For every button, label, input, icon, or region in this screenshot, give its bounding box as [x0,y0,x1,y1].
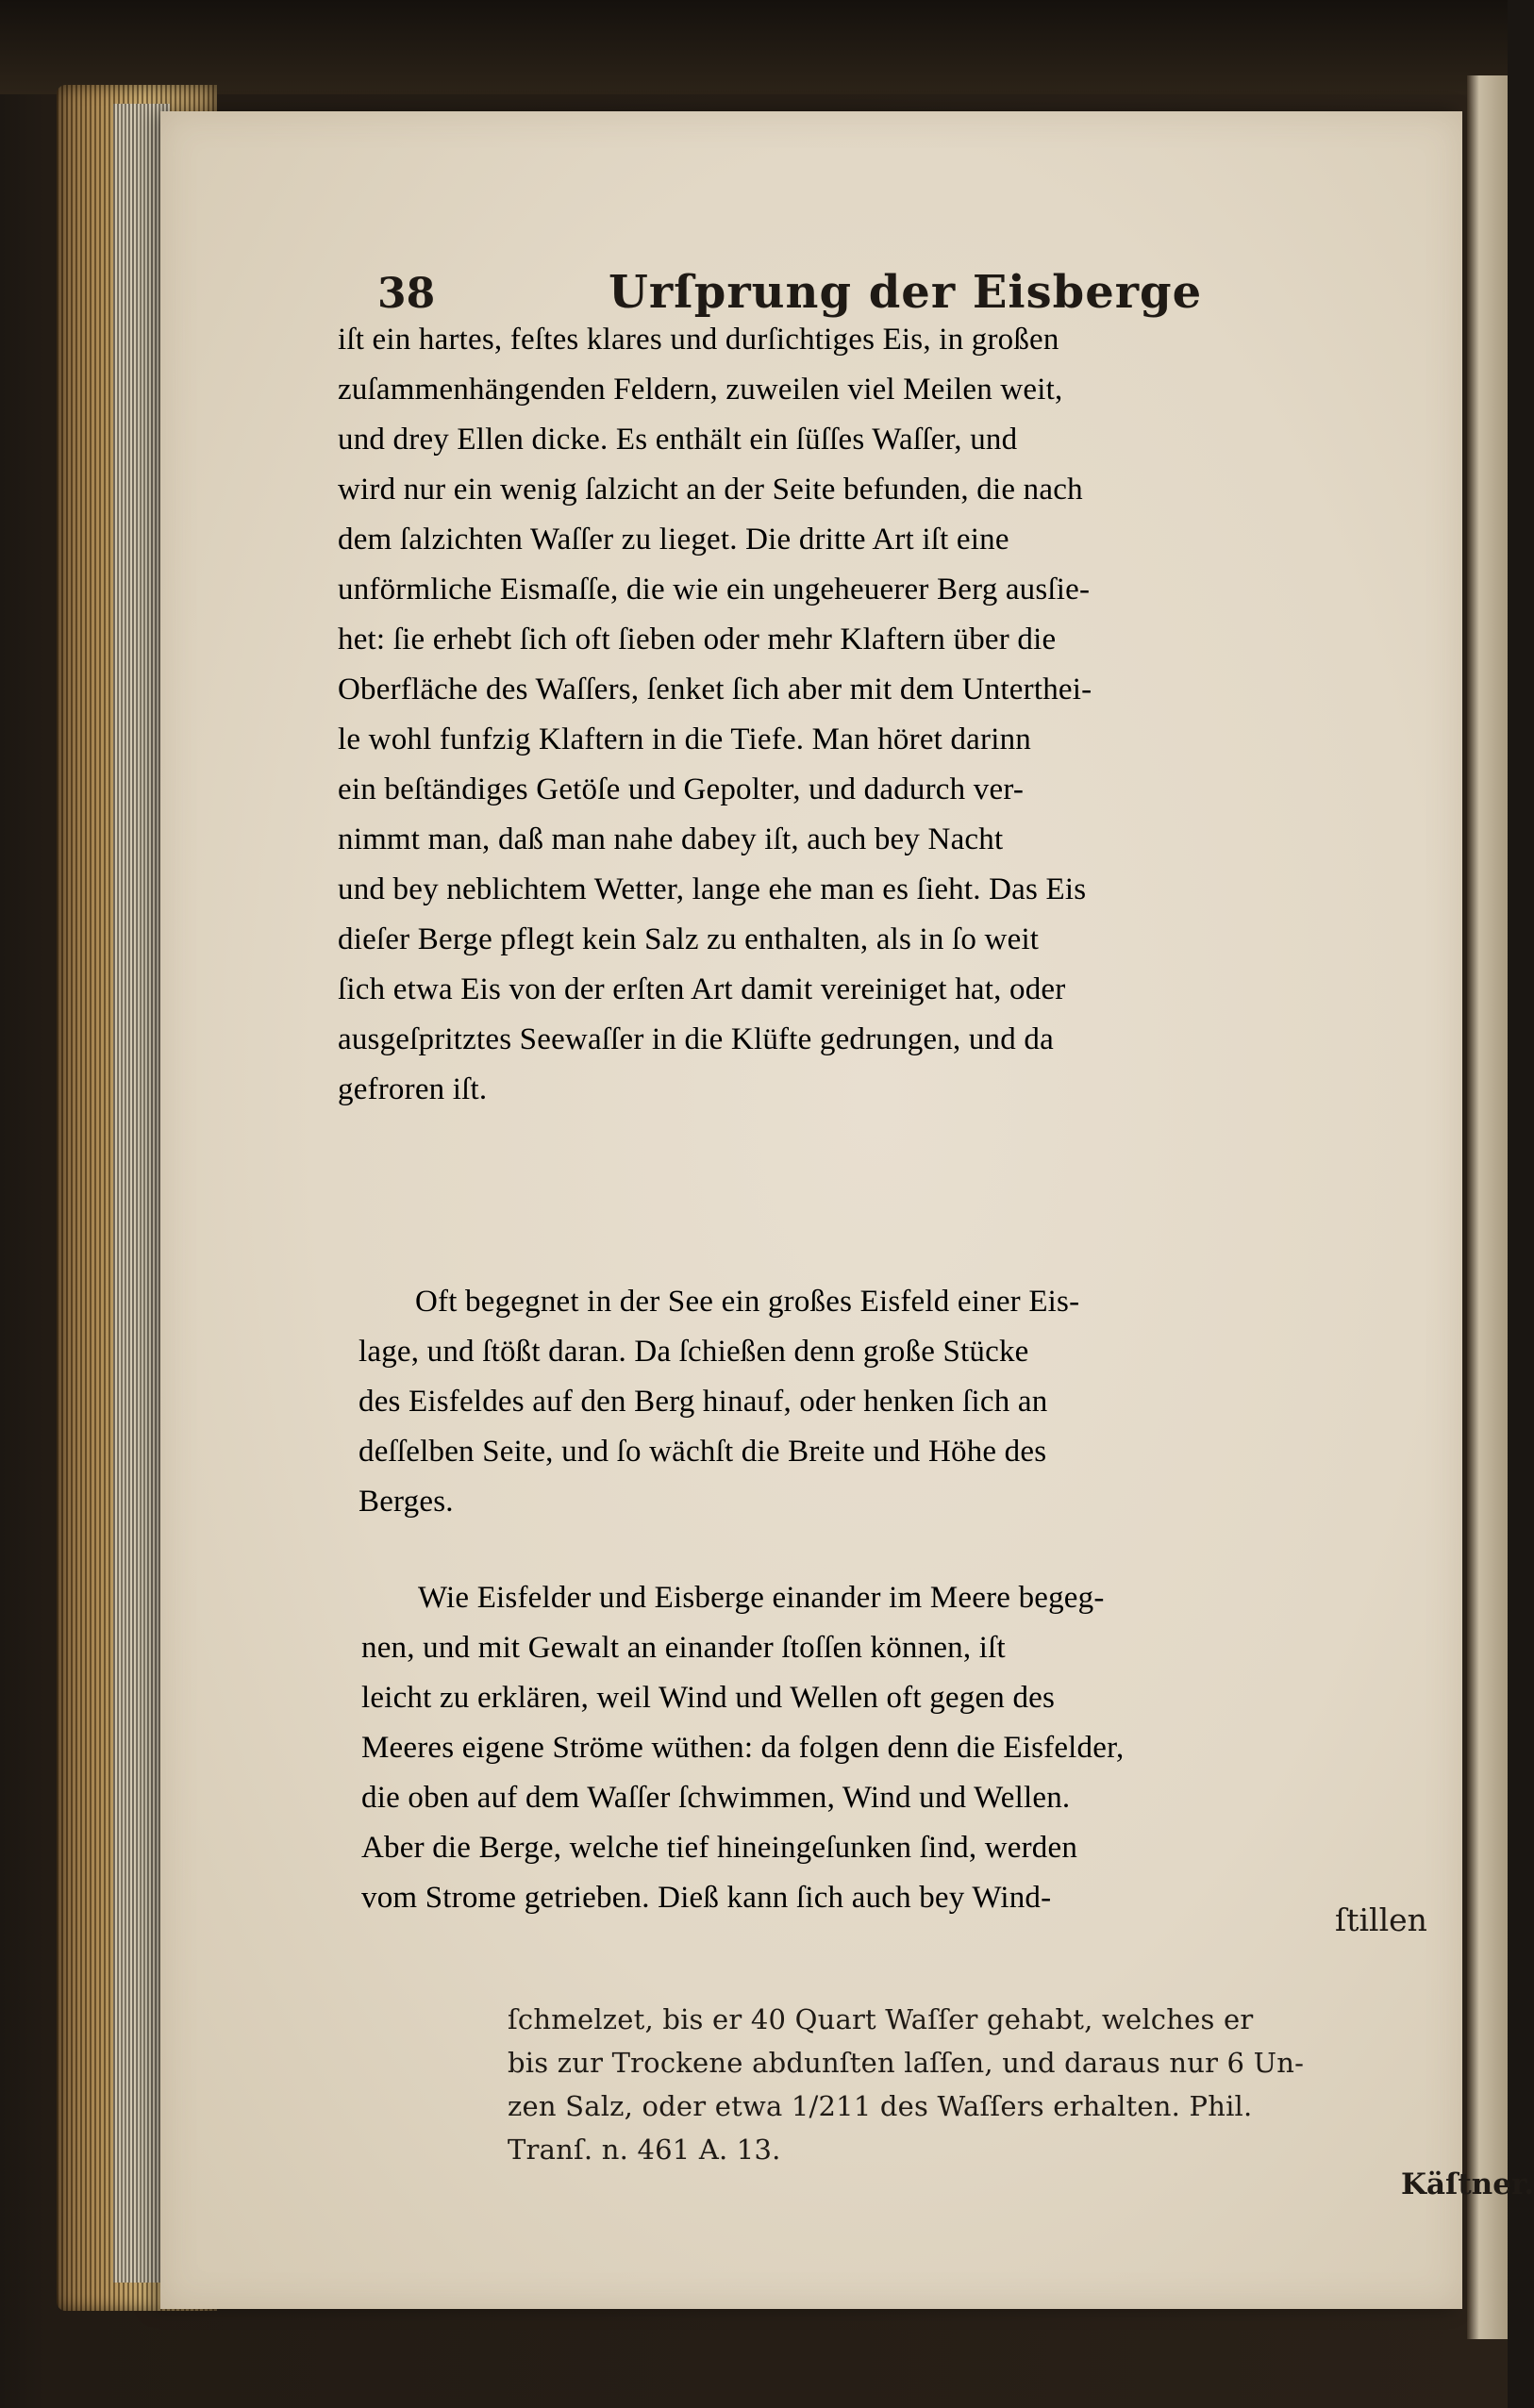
page-number: 38 [377,270,436,318]
footnote [508,1998,1304,2171]
text-line: nen, und mit Gewalt an einander ſtoſſen können, iſt [361,1631,1006,1665]
text-line: und drey Ellen dicke. Es enthält ein ſüſſes Waſſer, und [338,423,1018,457]
book-page [160,111,1534,2309]
text-line: deſſelben Seite, und ſo wächſt die Breite und Höhe des [358,1435,1047,1469]
text-line: Berges. [358,1485,454,1519]
text-line: die oben auf dem Waſſer ſchwimmen, Wind und Wellen. [361,1781,1071,1815]
text-line: Meeres eigene Ströme wüthen: da folgen denn die Eisfelder, [361,1731,1125,1765]
text-line: het: ſie erhebt ſich oft ſieben oder mehr Klaftern über die [338,623,1057,656]
text-line: lage, und ſtößt daran. Da ſchießen denn große Stücke [358,1335,1029,1369]
text-line: unförmliche Eismaſſe, die wie ein ungeheuerer Berg ausſie- [338,573,1091,606]
author-signature: Käſtner. [1401,2167,1534,2201]
text-line: le wohl funfzig Klaftern in die Tiefe. Man höret darinn [338,722,1031,756]
text-line: zuſammenhängenden Feldern, zuweilen viel Meilen weit, [338,373,1063,407]
text-line: Oberfläche des Waſſers, ſenket ſich aber mit dem Unterthei- [338,673,1092,706]
text-line: vom Strome getrieben. Dieß kann ſich auch bey Wind- [361,1881,1052,1915]
paragraph-2 [358,1277,1079,1527]
text-line: ein beſtändiges Getöſe und Gepolter, und dadurch ver- [338,772,1025,806]
footnote-line: ſchmelzet, bis er 40 Quart Waſſer gehabt, welches er [508,2003,1254,2035]
text-line: nimmt man, daß man nahe dabey iſt, auch bey Nacht [338,822,1004,856]
footnote-line: bis zur Trockene abdunſten laſſen, und daraus nur 6 Un- [508,2047,1305,2079]
text-line: Wie Eisfelder und Eisberge einander im Meere begeg- [418,1581,1105,1615]
text-line: des Eisfeldes auf den Berg hinauf, oder henken ſich an [358,1385,1048,1419]
text-line: ſich etwa Eis von der erſten Art damit vereiniget hat, oder [338,972,1066,1006]
facing-page-edge [1467,75,1508,2339]
text-line: wird nur ein wenig ſalzicht an der Seite befunden, die nach [338,473,1083,507]
text-line: gefroren iſt. [338,1072,488,1106]
text-line: leicht zu erklären, weil Wind und Wellen oft gegen des [361,1681,1056,1715]
background-shadow [0,0,1508,94]
text-line: ausgeſpritztes Seewaſſer in die Klüfte gedrungen, und da [338,1022,1054,1056]
footnote-line: Tranſ. n. 461 A. 13. [508,2134,781,2166]
running-title: Urſprung der Eisberge [609,266,1203,319]
catchword: ſtillen [1335,1901,1427,1938]
text-line: Oft begegnet in der See ein großes Eisfeld einer Eis- [415,1285,1080,1319]
footnote-line: zen Salz, oder etwa 1/211 des Waſſers erhalten. Phil. [508,2090,1253,2122]
text-line: dieſer Berge pflegt kein Salz zu enthalten, als in ſo weit [338,922,1040,956]
text-line: Aber die Berge, welche tief hineingeſunken ſind, werden [361,1831,1078,1865]
paragraph-3 [361,1573,1124,1923]
text-line: dem ſalzichten Waſſer zu lieget. Die dritte Art iſt eine [338,523,1009,556]
text-line: und bey neblichtem Wetter, lange ehe man es ſieht. Das Eis [338,872,1087,906]
paragraph-1 [338,315,1092,1115]
text-line: iſt ein hartes, feſtes klares und durſichtiges Eis, in großen [338,323,1059,357]
